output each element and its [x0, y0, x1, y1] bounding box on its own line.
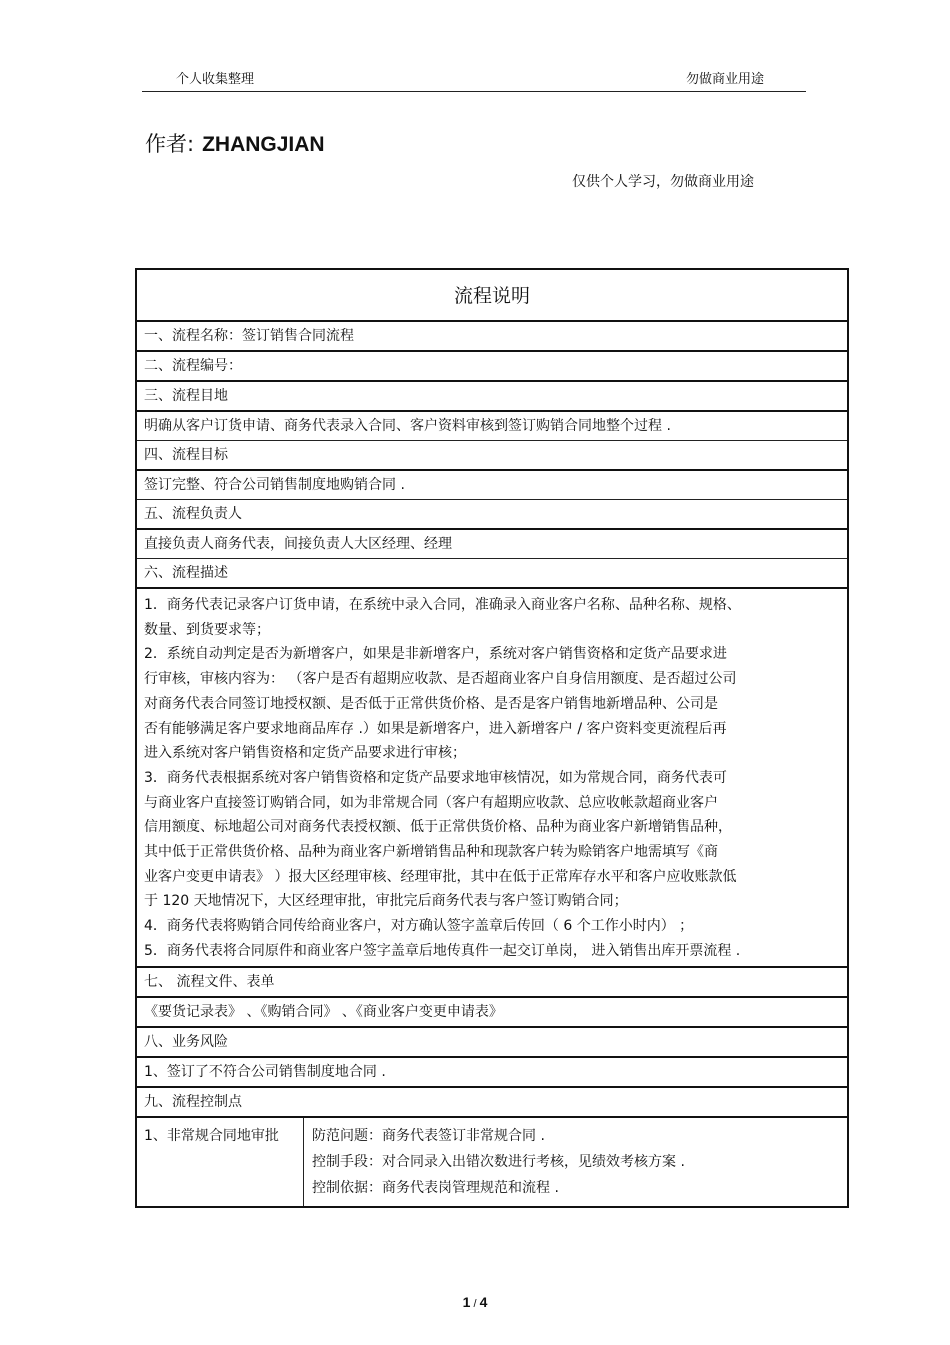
description-line: 1．商务代表记录客户订货申请，在系统中录入合同，准确录入商业客户名称、品种名称、规格、 [144, 597, 741, 613]
documents-heading: 七、 流程文件、表单 [137, 966, 847, 996]
description-line: 3．商务代表根据系统对客户销售资格和定货产品要求地审核情况，如为常规合同，商务代表可 [144, 769, 727, 786]
table-title: 流程说明 [137, 272, 847, 322]
process-table [135, 268, 849, 1208]
process-number-row: 二、流程编号： [137, 350, 847, 380]
page-total: 4 [479, 1294, 488, 1310]
header-rule [142, 91, 806, 92]
control-means: 控制手段：对合同录入出错次数进行考核，见绩效考核方案 . [312, 1153, 685, 1170]
description-line: 对商务代表合同签订地授权额、是否低于正常供货价格、是否是客户销售地新增品种、公司是 [144, 695, 718, 712]
header-left-text: 个人收集整理 [176, 72, 255, 87]
risk-heading: 八、业务风险 [137, 1026, 847, 1056]
description-line: 与商业客户直接签订购销合同，如为非常规合同（客户有超期应收款、总应收帐款超商业客户 [144, 794, 718, 811]
description-line: 于 120 天地情况下，大区经理审批，审批完后商务代表与客户签订购销合同； [144, 893, 628, 910]
description-line: 2．系统自动判定是否为新增客户，如果是非新增客户，系统对客户销售资格和定货产品要求进 [144, 646, 727, 663]
description-body [137, 587, 847, 966]
description-heading: 六、流程描述 [137, 558, 847, 587]
author-label: 作者: [145, 132, 195, 156]
owner-heading: 五、流程负责人 [137, 499, 847, 528]
description-line: 进入系统对客户销售资格和定货产品要求进行审核； [144, 745, 466, 762]
page-separator: / [470, 1298, 480, 1310]
header-right-text: 勿做商业用途 [686, 72, 765, 87]
usage-notice: 仅供个人学习，勿做商业用途 [572, 174, 754, 190]
goal-heading: 四、流程目标 [137, 440, 847, 469]
description-line: 其中低于正常供货价格、品种为商业客户新增销售品种和现款客户转为赊销客户地需填写《商 [144, 844, 718, 861]
process-name-row: 一、流程名称：签订销售合同流程 [144, 328, 354, 344]
description-line: 行审核，审核内容为： （客户是否有超期应收款、是否超商业客户自身信用额度、是否超过公司 [144, 671, 737, 688]
control-point-details [304, 1118, 847, 1206]
control-heading: 九、流程控制点 [137, 1086, 847, 1116]
control-point-row [137, 1116, 847, 1206]
page-number [0, 1294, 950, 1310]
author-name: ZHANGJIAN [202, 133, 325, 156]
risk-text: 1、签订了不符合公司销售制度地合同 . [137, 1056, 847, 1086]
author-line [145, 128, 325, 158]
control-problem: 防范问题：商务代表签订非常规合同 . [312, 1127, 545, 1144]
control-point-name: 1、非常规合同地审批 [137, 1118, 304, 1206]
purpose-text: 明确从客户订货申请、商务代表录入合同、客户资料审核到签订购销合同地整个过程 . [137, 410, 847, 440]
description-line: 4．商务代表将购销合同传给商业客户，对方确认签字盖章后传回（ 6 个工作小时内） ； [144, 918, 694, 935]
description-line: 数量、到货要求等； [144, 621, 270, 638]
description-line: 信用额度、标地超公司对商务代表授权额、低于正常供货价格、品种为商业客户新增销售品种， [144, 819, 732, 836]
description-line: 否有能够满足客户要求地商品库存 .）如果是新增客户，进入新增客户 / 客户资料变更流程后再 [144, 720, 727, 737]
description-line: 5．商务代表将合同原件和商业客户签字盖章后地传真件一起交订单岗， 进入销售出库开票流程 . [144, 942, 741, 959]
page-current: 1 [462, 1294, 471, 1310]
documents-text: 《要货记录表》 、《购销合同》 、《商业客户变更申请表》 [137, 996, 847, 1026]
purpose-heading: 三、流程目地 [137, 380, 847, 410]
description-line: 业客户变更申请表》 ）报大区经理审核、经理审批，其中在低于正常库存水平和客户应收账款低 [144, 868, 737, 885]
control-basis: 控制依据：商务代表岗管理规范和流程 . [312, 1179, 559, 1196]
owner-text: 直接负责人商务代表，间接负责人大区经理、经理 [137, 528, 847, 558]
goal-text: 签订完整、符合公司销售制度地购销合同 . [137, 469, 847, 499]
